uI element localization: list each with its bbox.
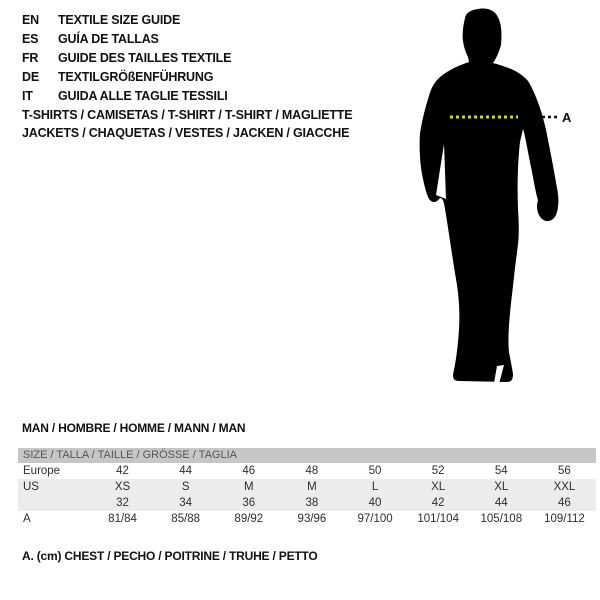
language-row bbox=[22, 30, 231, 49]
table-cell: 93/96 bbox=[297, 513, 327, 525]
table-cell: 54 bbox=[494, 465, 508, 477]
table-cell: 85/88 bbox=[171, 513, 201, 525]
language-label: GUIDA ALLE TAGLIE TESSILI bbox=[58, 89, 228, 103]
language-row bbox=[22, 11, 231, 30]
table-row bbox=[18, 463, 596, 479]
language-code: IT bbox=[22, 89, 33, 103]
table-row-label: A bbox=[23, 513, 31, 525]
size-table-header: SIZE / TALLA / TAILLE / GRÖSSE / TAGLIA bbox=[18, 448, 596, 463]
language-row bbox=[22, 87, 231, 106]
table-cell: 105/108 bbox=[480, 513, 523, 525]
table-cell: 42 bbox=[116, 465, 129, 477]
table-cell: XXL bbox=[553, 481, 576, 493]
language-label: GUIDE DES TAILLES TEXTILE bbox=[58, 51, 232, 65]
language-code: DE bbox=[22, 70, 39, 84]
table-cell: 89/92 bbox=[234, 513, 264, 525]
table-cell: 34 bbox=[179, 497, 193, 509]
language-row bbox=[22, 68, 231, 87]
man-silhouette-icon bbox=[408, 4, 600, 396]
table-cell: 101/104 bbox=[417, 513, 459, 525]
section-title: MAN / HOMBRE / HOMME / MANN / MAN bbox=[22, 421, 246, 435]
product-category-list bbox=[22, 106, 352, 142]
table-cell: 44 bbox=[494, 497, 508, 509]
table-cell: 42 bbox=[431, 497, 445, 509]
table-row bbox=[18, 495, 596, 511]
language-code: ES bbox=[22, 32, 39, 46]
table-cell: 36 bbox=[242, 497, 256, 509]
table-cell: 40 bbox=[368, 497, 382, 509]
table-cell: 46 bbox=[242, 465, 256, 477]
language-label: TEXTILGRÖßENFÜHRUNG bbox=[58, 70, 214, 84]
table-cell: 32 bbox=[116, 497, 129, 509]
language-code: FR bbox=[22, 51, 39, 65]
product-category-line: JACKETS / CHAQUETAS / VESTES / JACKEN / GIACCHE bbox=[22, 126, 350, 140]
table-row bbox=[18, 479, 596, 495]
table-cell: 50 bbox=[368, 465, 382, 477]
measurement-footnote: A. (cm) CHEST / PECHO / POITRINE / TRUHE / PETTO bbox=[22, 549, 318, 563]
table-cell: S bbox=[181, 481, 190, 493]
language-row bbox=[22, 49, 231, 68]
table-row-label bbox=[18, 495, 91, 511]
table-cell: L bbox=[371, 481, 379, 493]
man-silhouette-figure bbox=[408, 4, 600, 396]
table-cell: 52 bbox=[431, 465, 445, 477]
product-category-line: T-SHIRTS / CAMISETAS / T-SHIRT / T-SHIRT / MAGLIETTE bbox=[22, 108, 353, 122]
table-cell: M bbox=[244, 481, 254, 493]
size-table bbox=[18, 448, 596, 527]
table-cell: XL bbox=[494, 481, 509, 493]
table-row bbox=[18, 511, 596, 527]
table-cell: 97/100 bbox=[357, 513, 393, 525]
table-cell: 56 bbox=[558, 465, 571, 477]
language-code: EN bbox=[22, 13, 39, 27]
table-cell: XL bbox=[431, 481, 446, 493]
language-list bbox=[22, 11, 231, 106]
language-label: TEXTILE SIZE GUIDE bbox=[58, 13, 181, 27]
table-row-label: US bbox=[23, 481, 39, 493]
table-row-label: Europe bbox=[23, 465, 61, 477]
table-cell: 44 bbox=[179, 465, 193, 477]
table-cell: 81/84 bbox=[108, 513, 137, 525]
table-cell: 109/112 bbox=[544, 513, 585, 525]
table-cell: M bbox=[307, 481, 317, 493]
table-cell: 38 bbox=[305, 497, 319, 509]
measure-label-a: A bbox=[562, 110, 572, 125]
table-cell: 46 bbox=[558, 497, 571, 509]
language-label: GUÍA DE TALLAS bbox=[58, 32, 159, 46]
table-cell: 48 bbox=[305, 465, 319, 477]
table-cell: XS bbox=[114, 481, 131, 493]
size-table-body bbox=[18, 463, 596, 527]
